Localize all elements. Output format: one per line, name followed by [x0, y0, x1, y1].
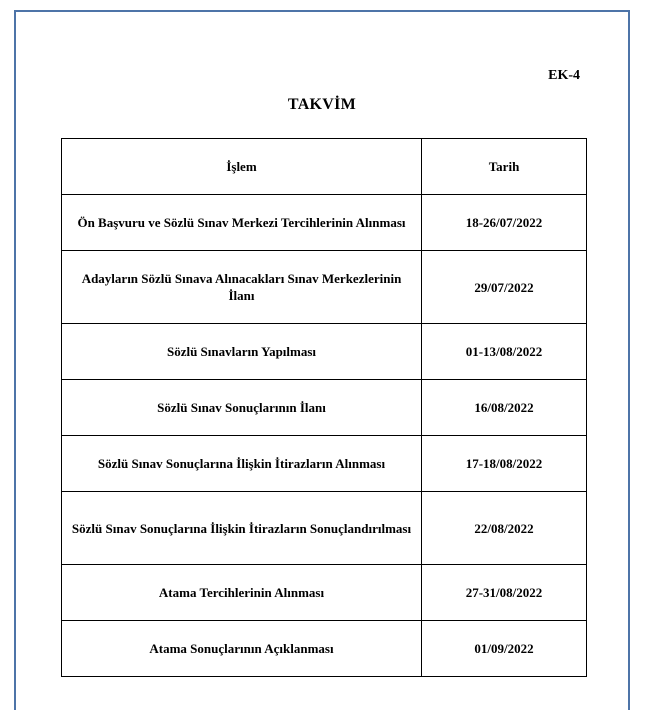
- header-islem: İşlem: [62, 139, 422, 195]
- table-header-row: [62, 139, 587, 195]
- table-row: [62, 492, 587, 565]
- row-islem: Sözlü Sınavların Yapılması: [62, 324, 422, 380]
- table-row: [62, 195, 587, 251]
- calendar-table: [61, 138, 587, 677]
- row-islem: Atama Tercihlerinin Alınması: [62, 565, 422, 621]
- row-tarih: 01-13/08/2022: [422, 324, 587, 380]
- row-islem: Sözlü Sınav Sonuçlarının İlanı: [62, 380, 422, 436]
- annex-label: EK-4: [548, 68, 580, 83]
- row-tarih: 22/08/2022: [422, 492, 587, 565]
- table-row: [62, 565, 587, 621]
- row-tarih: 17-18/08/2022: [422, 436, 587, 492]
- row-islem: Sözlü Sınav Sonuçlarına İlişkin İtirazların Sonuçlandırılması: [62, 492, 422, 565]
- table-row: [62, 621, 587, 677]
- row-islem: Sözlü Sınav Sonuçlarına İlişkin İtirazların Alınması: [62, 436, 422, 492]
- header-tarih: Tarih: [422, 139, 587, 195]
- table-row: [62, 380, 587, 436]
- document-page: [14, 10, 630, 710]
- row-tarih: 01/09/2022: [422, 621, 587, 677]
- row-islem: Ön Başvuru ve Sözlü Sınav Merkezi Tercihlerinin Alınması: [62, 195, 422, 251]
- table-row: [62, 324, 587, 380]
- row-tarih: 27-31/08/2022: [422, 565, 587, 621]
- page-title: TAKVİM: [287, 96, 357, 113]
- row-islem: Adayların Sözlü Sınava Alınacakları Sınav Merkezlerinin İlanı: [62, 251, 422, 324]
- row-islem: Atama Sonuçlarının Açıklanması: [62, 621, 422, 677]
- table-row: [62, 251, 587, 324]
- row-tarih: 16/08/2022: [422, 380, 587, 436]
- table-row: [62, 436, 587, 492]
- row-tarih: 29/07/2022: [422, 251, 587, 324]
- row-tarih: 18-26/07/2022: [422, 195, 587, 251]
